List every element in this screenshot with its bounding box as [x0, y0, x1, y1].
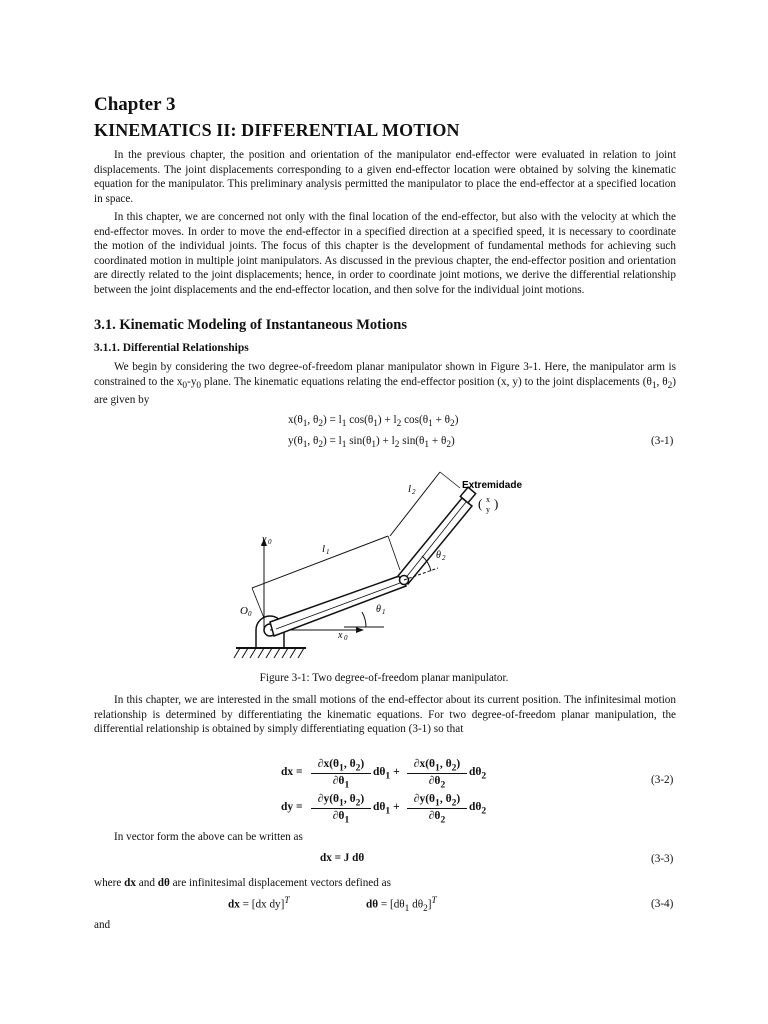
x0-label: x	[338, 630, 343, 641]
l2-label: l	[408, 483, 412, 495]
equation-x: $x(\theta_1$, $\theta_2) = l_1$ $\cos(\theta_1) + l_2$ $\cos(\theta_1 + \theta_2)$	[288, 414, 459, 430]
xy-paren-left: (	[478, 496, 483, 511]
l1-label-sub: 1	[326, 548, 330, 556]
equation-dy: dy = $\partial y(\theta_1$, $\theta_2$) $\partial\theta_1$ $d\theta_1$ + $\partial y(\theta_1$, $\theta_2$) $\partial\theta_2$ $d\theta_2$	[281, 793, 487, 826]
link-1-centerline	[276, 583, 400, 629]
equation-vector: dx = J dθ	[320, 852, 365, 864]
xy-vector-x: x	[486, 495, 490, 504]
paragraph-1: In the previous chapter, the position and orientation of the manipulator end-effector were evaluated in relation to joint displacements. The joint displacements corresponding to a given end-effector location were obtained by solving the kinematic equation for the manipulator. This preliminary analysis permitted the manipulator to place the end-effector at a specified location in space.	[94, 149, 676, 205]
link-2-centerline	[404, 502, 466, 580]
equation-number-3-1: (3-1)	[651, 435, 674, 447]
paragraph-4: In this chapter, we are interested in the small motions of the end-effector about its current position. The infinitesimal motion relationship is determined by differentiating the kinematic equations. For two degree-of-freedom planar manipulation, the differential relationship is obtained by simply differentiating equation (3-1) so that	[94, 694, 676, 736]
theta1-arc	[362, 612, 366, 627]
equation-dx: dx = $\partial x(\theta_1$, $\theta_2$) $\partial\theta_1$ $d\theta_1$ + $\partial x(\theta_1$, $\theta_2$) $\partial\theta_2$ $d\theta_2$	[281, 758, 487, 791]
link-1	[270, 575, 406, 636]
xy-vector-y: y	[486, 505, 490, 514]
theta2-label-sub: 2	[442, 554, 446, 562]
o0-label: O	[240, 605, 248, 617]
paragraph-7: and	[94, 919, 111, 931]
l1-dimension-line	[252, 536, 388, 588]
equation-number-3-2: (3-2)	[651, 774, 674, 786]
y0-label-sub: 0	[268, 538, 272, 546]
theta1-label: θ	[376, 604, 381, 615]
paragraph-2: In this chapter, we are concerned not only with the final location of the end-effector, but also with the velocity at which the end-effector moves. In order to move the end-effector in a specified direction at a specified speed, it is necessary to coordinate the motion of the individual joints. The focus of this chapter is the development of fundamental methods for achieving such coordinated motion in multiple joint manipulators. As discussed in the previous chapter, the end-effector position and orientation are directly related to the joint displacements; hence, in order to coordinate joint motions, we derive the differential relationship between the joint displacements and the end-effector location, and then solve for the individual joint motions.	[94, 211, 676, 296]
xy-paren-right: )	[494, 496, 499, 511]
paragraph-6: where dx and dθ are infinitesimal displacement vectors defined as	[94, 877, 391, 889]
o0-label-sub: 0	[248, 610, 252, 618]
x0-arrow-icon	[356, 627, 364, 633]
equation-number-3-3: (3-3)	[651, 853, 674, 865]
l2-dimension-line	[390, 472, 440, 536]
y0-label: y	[262, 534, 267, 545]
theta1-label-sub: 1	[382, 608, 386, 616]
l2-label-sub: 2	[412, 488, 416, 496]
equation-number-3-4: (3-4)	[651, 898, 674, 910]
paragraph-3	[94, 360, 676, 408]
chapter-title: KINEMATICS II: DIFFERENTIAL MOTION	[94, 120, 460, 140]
equation-y: $y(\theta_1$, $\theta_2) = l_1$ $\sin(\theta_1) + l_2$ $\sin(\theta_1 + \theta_2)$	[288, 435, 455, 451]
ground-hatch	[234, 648, 304, 658]
theta2-label: θ	[436, 550, 441, 561]
paragraph-5: In vector form the above can be written as	[114, 831, 303, 843]
equation-dtheta-def: $d\theta = [d\theta_1$ $d\theta_2]^T$	[366, 896, 437, 914]
chapter-heading: Chapter 3	[94, 94, 176, 115]
section-heading: 3.1. Kinematic Modeling of Instantaneous Motions	[94, 317, 407, 333]
end-effector-label: Extremidade	[462, 480, 523, 491]
manipulator-figure	[226, 462, 556, 664]
equation-dx-def: dx = [dx dy]$^T$	[228, 896, 290, 911]
subsection-heading: 3.1.1. Differential Relationships	[94, 342, 249, 354]
paragraph-3-text: We begin by considering the two degree-of-freedom planar manipulator shown in Figure 3-1. Here, the manipulator arm is constrained to the $x_0-y_0$ plane. The kinematic equations relating the end-effector position (x, y) to the joint displacements ($\theta_1$, $\theta_2$) are given by	[94, 361, 677, 407]
figure-caption: Figure 3-1: Two degree-of-freedom planar manipulator.	[259, 672, 509, 684]
l1-label: l	[322, 543, 326, 555]
x0-label-sub: 0	[344, 634, 348, 642]
